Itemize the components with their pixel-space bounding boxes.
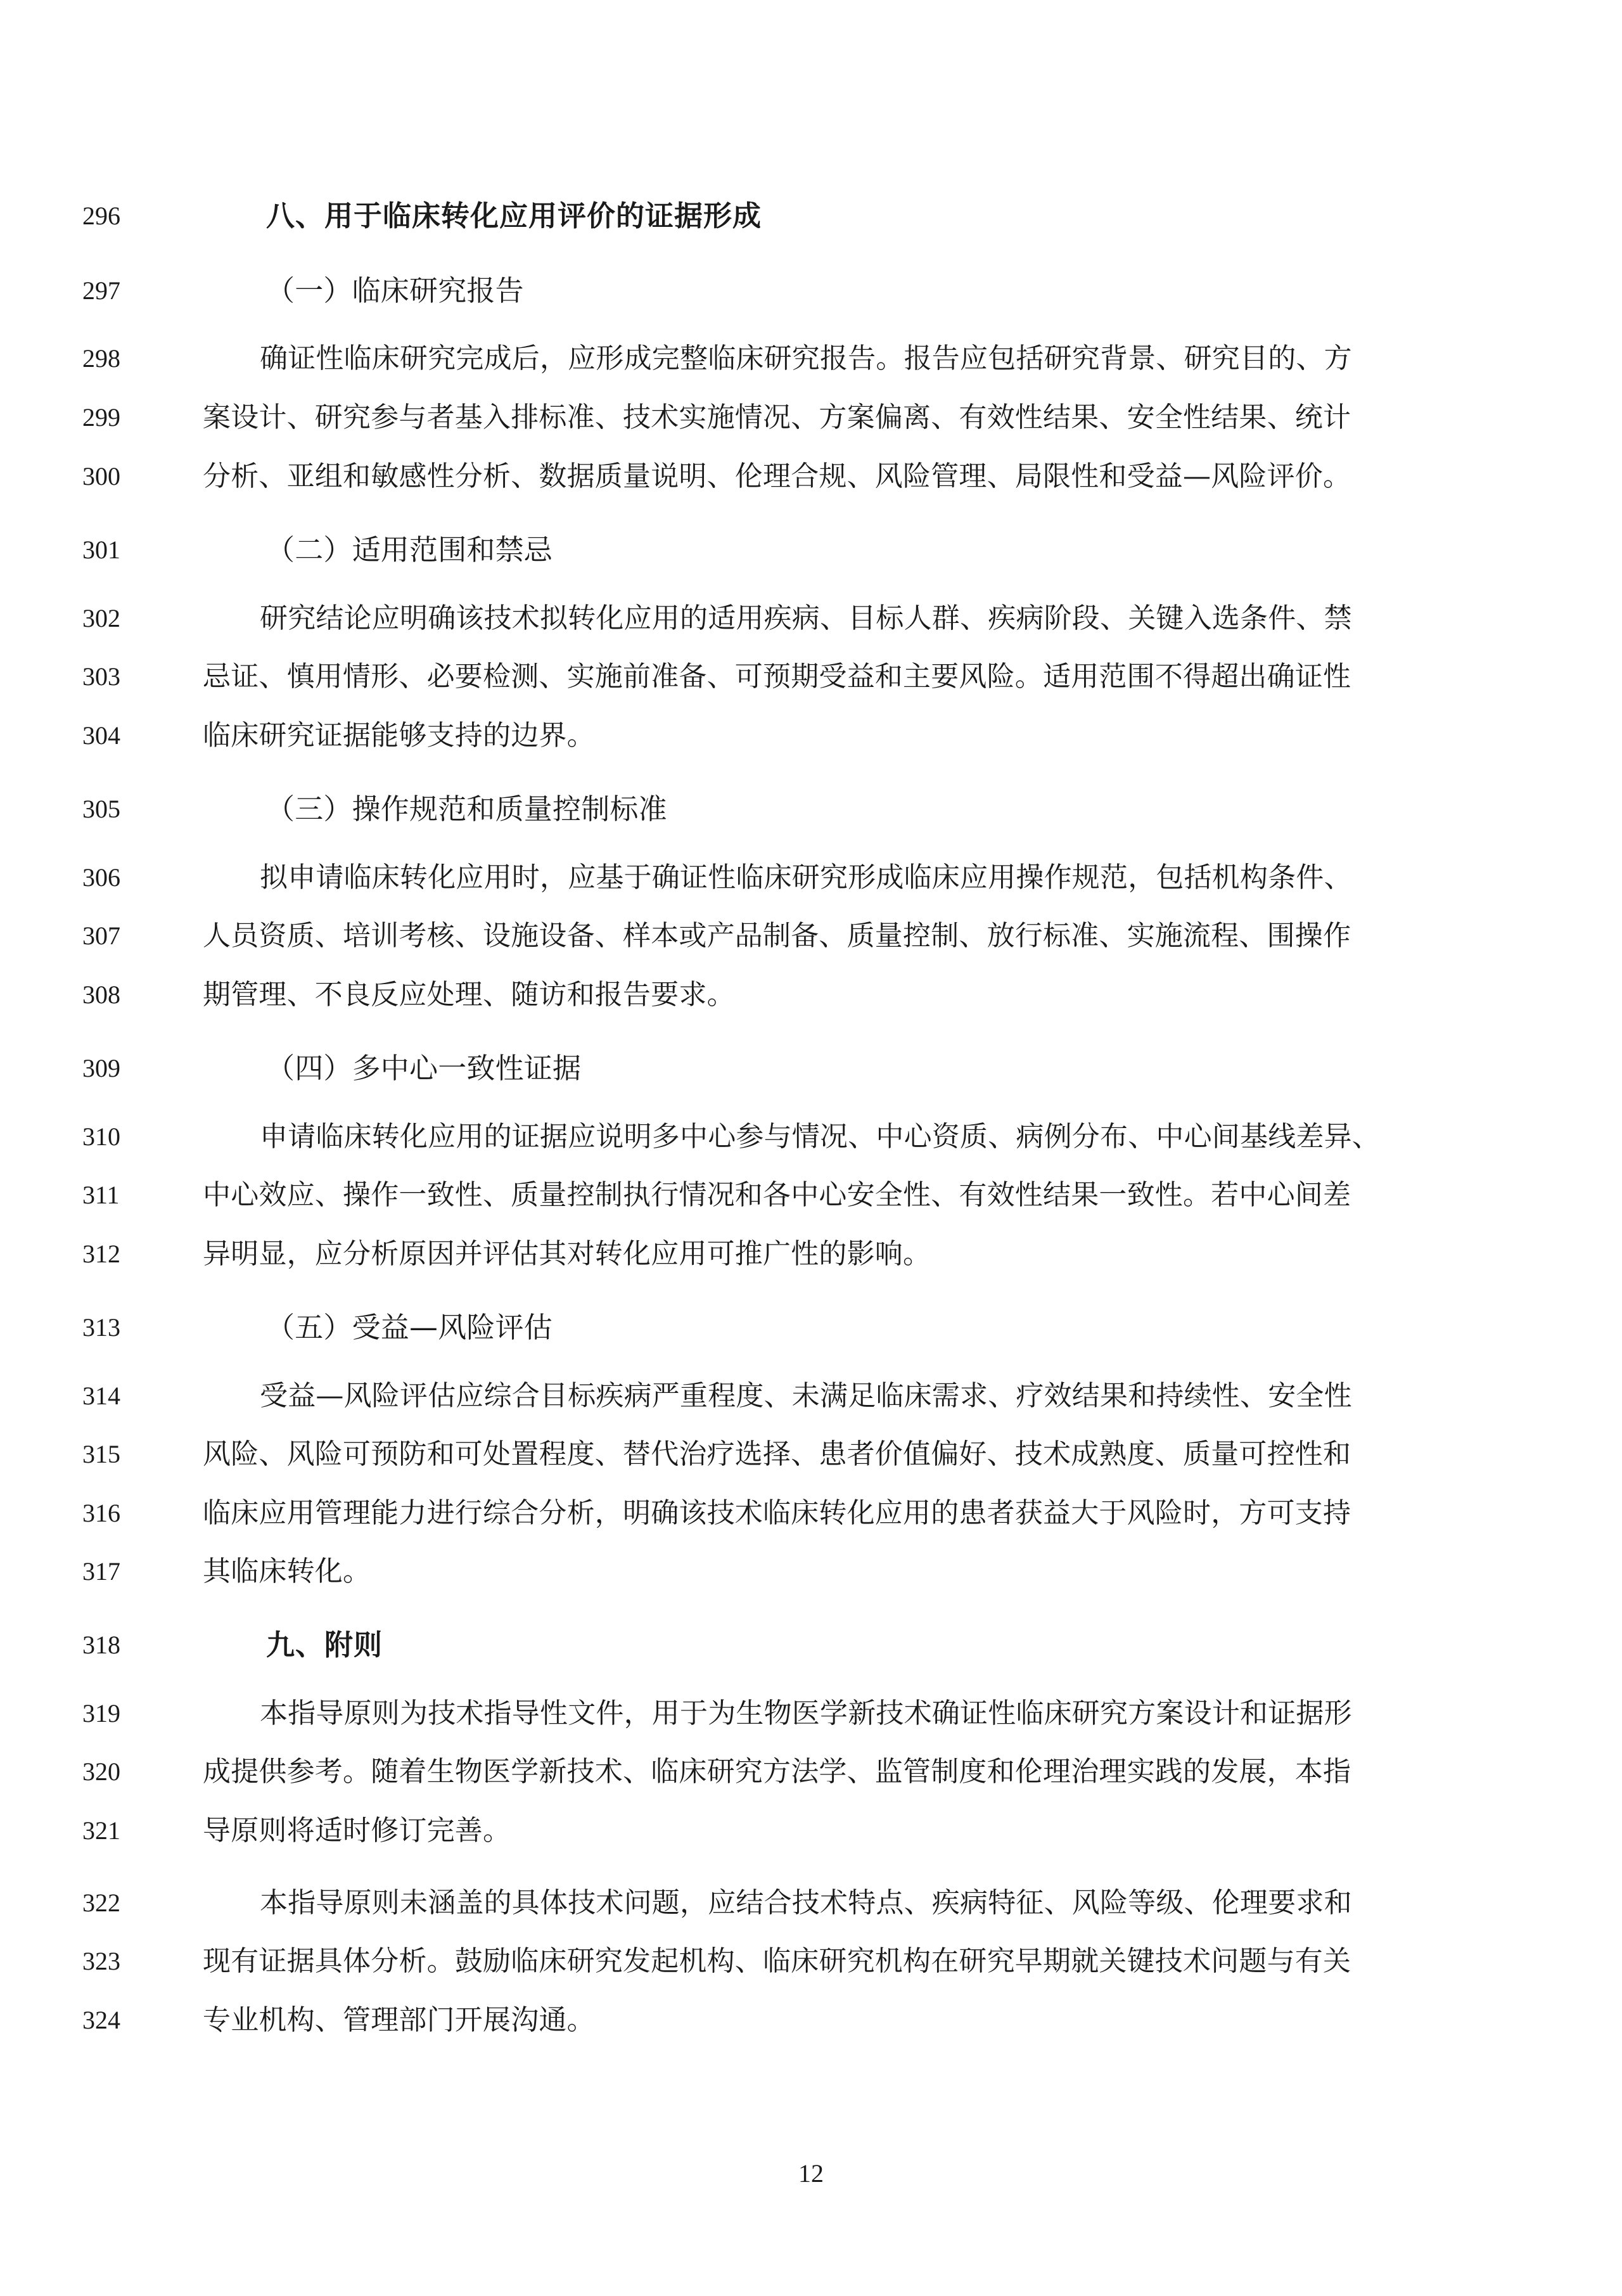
line-number: 322 — [82, 1889, 120, 1917]
paragraph-line: 忌证、慎用情形、必要检测、实施前准备、可预期受益和主要风险。适用范围不得超出确证性 — [203, 660, 1351, 693]
line-number: 298 — [82, 344, 120, 373]
document-line — [0, 1809, 1622, 1853]
subsection-heading: （三）操作规范和质量控制标准 — [266, 792, 667, 826]
document-line — [0, 1881, 1622, 1925]
paragraph-line: 本指导原则为技术指导性文件，用于为生物医学新技术确证性临床研究方案设计和证据形 — [260, 1697, 1352, 1729]
line-number: 305 — [82, 795, 120, 823]
document-line — [0, 1232, 1622, 1276]
line-number: 319 — [82, 1699, 120, 1728]
line-number: 320 — [82, 1757, 120, 1786]
document-line — [0, 337, 1622, 381]
document-line — [0, 1432, 1622, 1477]
line-number: 299 — [82, 403, 120, 432]
document-line — [0, 1939, 1622, 1984]
document-line — [0, 1305, 1622, 1350]
line-number: 318 — [82, 1631, 120, 1659]
document-line — [0, 914, 1622, 958]
paragraph-line: 拟申请临床转化应用时，应基于确证性临床研究形成临床应用操作规范，包括机构条件、 — [260, 861, 1352, 894]
paragraph-line: 受益—风险评估应综合目标疾病严重程度、未满足临床需求、疗效结果和持续性、安全性 — [260, 1380, 1352, 1412]
document-line — [0, 395, 1622, 440]
paragraph-line: 临床研究证据能够支持的边界。 — [203, 719, 595, 752]
paragraph-line: 确证性临床研究完成后，应形成完整临床研究报告。报告应包括研究背景、研究目的、方 — [260, 342, 1352, 375]
line-number: 314 — [82, 1382, 120, 1410]
line-number: 303 — [82, 662, 120, 691]
paragraph-line: 本指导原则未涵盖的具体技术问题，应结合技术特点、疾病特征、风险等级、伦理要求和 — [260, 1887, 1352, 1919]
line-number: 317 — [82, 1557, 120, 1586]
document-line — [0, 1998, 1622, 2043]
paragraph-line: 研究结论应明确该技术拟转化应用的适用疾病、目标人群、疾病阶段、关键入选条件、禁 — [260, 602, 1352, 634]
paragraph-line: 其临床转化。 — [203, 1555, 371, 1587]
line-number: 309 — [82, 1054, 120, 1082]
subsection-heading: （四）多中心一致性证据 — [266, 1051, 582, 1085]
document-line — [0, 528, 1622, 572]
subsection-heading: （二）适用范围和禁忌 — [266, 533, 553, 567]
document-line — [0, 1374, 1622, 1418]
line-number: 301 — [82, 536, 120, 564]
paragraph-line: 专业机构、管理部门开展沟通。 — [203, 2004, 595, 2036]
document-line — [0, 1750, 1622, 1794]
paragraph-line: 人员资质、培训考核、设施设备、样本或产品制备、质量控制、放行标准、实施流程、围操作 — [203, 920, 1351, 952]
document-line — [0, 596, 1622, 641]
document-line — [0, 454, 1622, 499]
line-number: 323 — [82, 1947, 120, 1975]
section-heading: 九、附则 — [266, 1628, 383, 1662]
line-number: 307 — [82, 921, 120, 950]
line-number: 300 — [82, 462, 120, 491]
line-number: 312 — [82, 1240, 120, 1268]
paragraph-line: 临床应用管理能力进行综合分析，明确该技术临床转化应用的患者获益大于风险时，方可支持 — [203, 1497, 1351, 1529]
paragraph-line: 中心效应、操作一致性、质量控制执行情况和各中心安全性、有效性结果一致性。若中心间差 — [203, 1179, 1351, 1211]
paragraph-line: 导原则将适时修订完善。 — [203, 1814, 511, 1847]
document-line — [0, 269, 1622, 313]
document-line — [0, 787, 1622, 831]
page-number: 12 — [798, 2159, 824, 2188]
document-line — [0, 856, 1622, 900]
document-line — [0, 194, 1622, 238]
paragraph-line: 成提供参考。随着生物医学新技术、临床研究方法学、监管制度和伦理治理实践的发展，本指 — [203, 1755, 1351, 1788]
document-line — [0, 1549, 1622, 1594]
document-line — [0, 655, 1622, 699]
document-line — [0, 973, 1622, 1017]
subsection-heading: （五）受益—风险评估 — [266, 1311, 553, 1344]
document-line — [0, 1046, 1622, 1091]
document-line — [0, 1173, 1622, 1217]
line-number: 324 — [82, 2006, 120, 2034]
paragraph-line: 分析、亚组和敏感性分析、数据质量说明、伦理合规、风险管理、局限性和受益—风险评价。 — [203, 460, 1351, 492]
line-number: 304 — [82, 721, 120, 750]
line-number: 297 — [82, 276, 120, 305]
line-number: 311 — [82, 1181, 120, 1209]
paragraph-line: 申请临床转化应用的证据应说明多中心参与情况、中心资质、病例分布、中心间基线差异、 — [260, 1120, 1380, 1153]
line-number: 296 — [82, 202, 120, 230]
line-number: 316 — [82, 1499, 120, 1527]
document-line — [0, 714, 1622, 758]
document-line — [0, 1623, 1622, 1667]
document-line — [0, 1491, 1622, 1536]
paragraph-line: 风险、风险可预防和可处置程度、替代治疗选择、患者价值偏好、技术成熟度、质量可控性和 — [203, 1438, 1351, 1470]
line-number: 310 — [82, 1122, 120, 1151]
line-number: 302 — [82, 604, 120, 632]
subsection-heading: （一）临床研究报告 — [266, 274, 524, 307]
line-number: 321 — [82, 1816, 120, 1845]
document-line — [0, 1691, 1622, 1736]
section-heading: 八、用于临床转化应用评价的证据形成 — [266, 199, 762, 233]
document-line — [0, 1115, 1622, 1159]
paragraph-line: 异明显，应分析原因并评估其对转化应用可推广性的影响。 — [203, 1238, 931, 1270]
line-number: 313 — [82, 1313, 120, 1342]
line-number: 315 — [82, 1440, 120, 1468]
paragraph-line: 期管理、不良反应处理、随访和报告要求。 — [203, 978, 735, 1011]
paragraph-line: 现有证据具体分析。鼓励临床研究发起机构、临床研究机构在研究早期就关键技术问题与有关 — [203, 1945, 1351, 1977]
line-number: 308 — [82, 980, 120, 1009]
paragraph-line: 案设计、研究参与者基入排标准、技术实施情况、方案偏离、有效性结果、安全性结果、统计 — [203, 401, 1351, 433]
line-number: 306 — [82, 863, 120, 892]
